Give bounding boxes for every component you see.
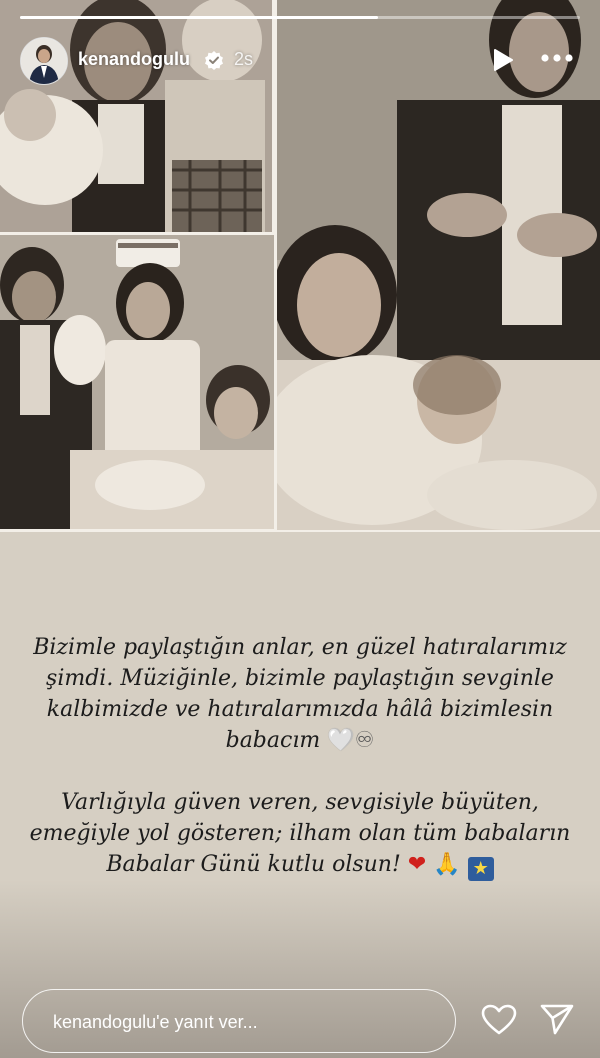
verified-badge-icon <box>204 50 224 70</box>
caption-paragraph-2 <box>20 787 580 881</box>
reply-field[interactable] <box>22 989 456 1053</box>
family-photo-hospital-nurse <box>0 235 274 529</box>
play-icon[interactable] <box>492 48 514 72</box>
infinity-emoji: ♾ <box>354 728 375 753</box>
red-heart-emoji: ❤ <box>407 852 427 877</box>
star-emoji: ★ <box>468 857 494 881</box>
story-header <box>20 37 580 85</box>
story-caption <box>20 632 580 912</box>
avatar[interactable] <box>20 37 68 85</box>
heart-outline-icon[interactable] <box>481 1004 517 1036</box>
story-progress-bar <box>20 16 580 19</box>
story-time-ago: 2s <box>234 49 254 69</box>
avatar-photo <box>21 38 67 84</box>
caption-text-1: Bizimle paylaştığın anlar, en güzel hatıralarımız şimdi. Müziğinle, bizimle paylaştığın sevginle kalbimizde ve hatıralarımızda hâlâ bizimlesin babacım <box>33 635 567 753</box>
praying-hands-emoji: 🙏 <box>433 852 461 877</box>
paper-plane-icon[interactable] <box>540 1003 574 1035</box>
white-heart-infinity-emoji <box>327 728 374 753</box>
caption-text-2: Varlığıyla güven veren, sevgisiyle büyüten, emeğiyle yol gösteren; ilham olan tüm babaların Babalar Günü kutlu olsun! <box>29 790 571 877</box>
reply-input[interactable] <box>51 1007 435 1037</box>
story-username[interactable]: kenandogulu <box>78 49 190 69</box>
white-heart-emoji: 🤍 <box>327 728 355 753</box>
caption-paragraph-1 <box>20 632 580 756</box>
more-icon[interactable] <box>540 52 574 64</box>
story-progress-fill <box>20 16 378 19</box>
family-photo-baby-and-toddler <box>0 0 272 232</box>
